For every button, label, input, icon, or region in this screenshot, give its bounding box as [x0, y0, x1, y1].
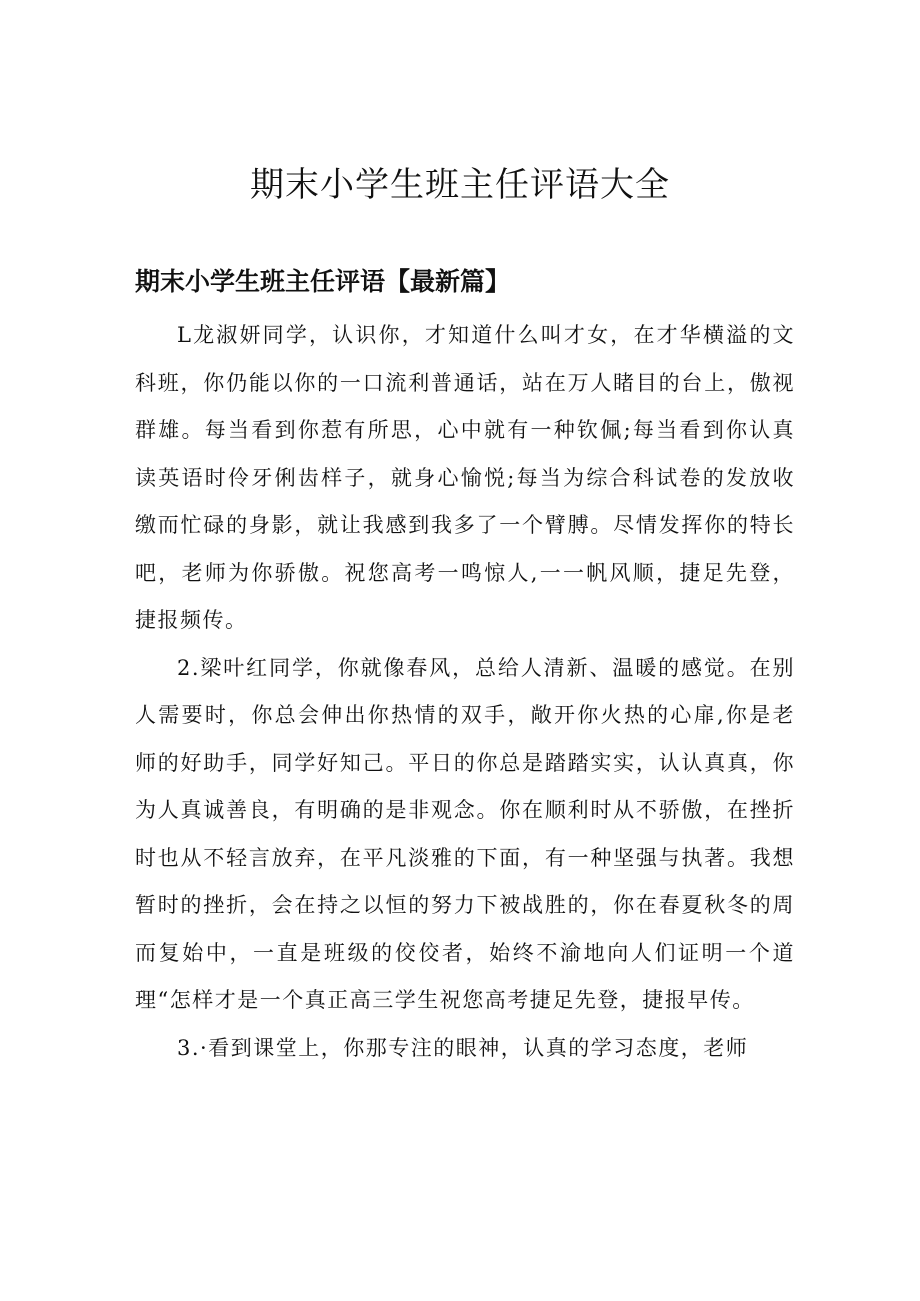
section-heading: 期末小学生班主任评语【最新篇】 [135, 267, 511, 296]
document-title: 期末小学生班主任评语大全 [250, 165, 670, 205]
paragraph-1: L龙淑妍同学，认识你，才知道什么叫才女，在才华横溢的文科班，你仍能以你的一口流利普通话，站在万人睹目的台上，傲视群雄。每当看到你惹有所思，心中就有一种钦佩;每当看到你认真读英语时伶牙俐齿样子，就身心愉悦;每当为综合科试卷的发放收缴而忙碌的身影，就让我感到我多了一个臂膊。尽情发挥你的特长吧，老师为你骄傲。祝您高考一鸣惊人,一一帆风顺，捷足先登，捷报频传。 [135, 323, 795, 632]
paragraph-3: 3.·看到课堂上，你那专注的眼神，认真的学习态度，老师 [177, 1035, 749, 1060]
document-body [135, 312, 795, 1072]
paragraph-2: 2.梁叶红同学，你就像春风，总给人清新、温暖的感觉。在别人需要时，你总会伸出你热情的双手，敞开你火热的心扉,你是老师的好助手，同学好知己。平日的你总是踏踏实实，认认真真，你为人真诚善良，有明确的是非观念。你在顺利时从不骄傲，在挫折时也从不轻言放弃，在平凡淡雅的下面，有一种坚强与执著。我想暂时的挫折，会在持之以恒的努力下被战胜的，你在春夏秋冬的周而复始中，一直是班级的佼佼者，始终不渝地向人们证明一个道理“怎样才是一个真正高三学生祝您高考捷足先登，捷报早传。 [135, 655, 795, 1012]
